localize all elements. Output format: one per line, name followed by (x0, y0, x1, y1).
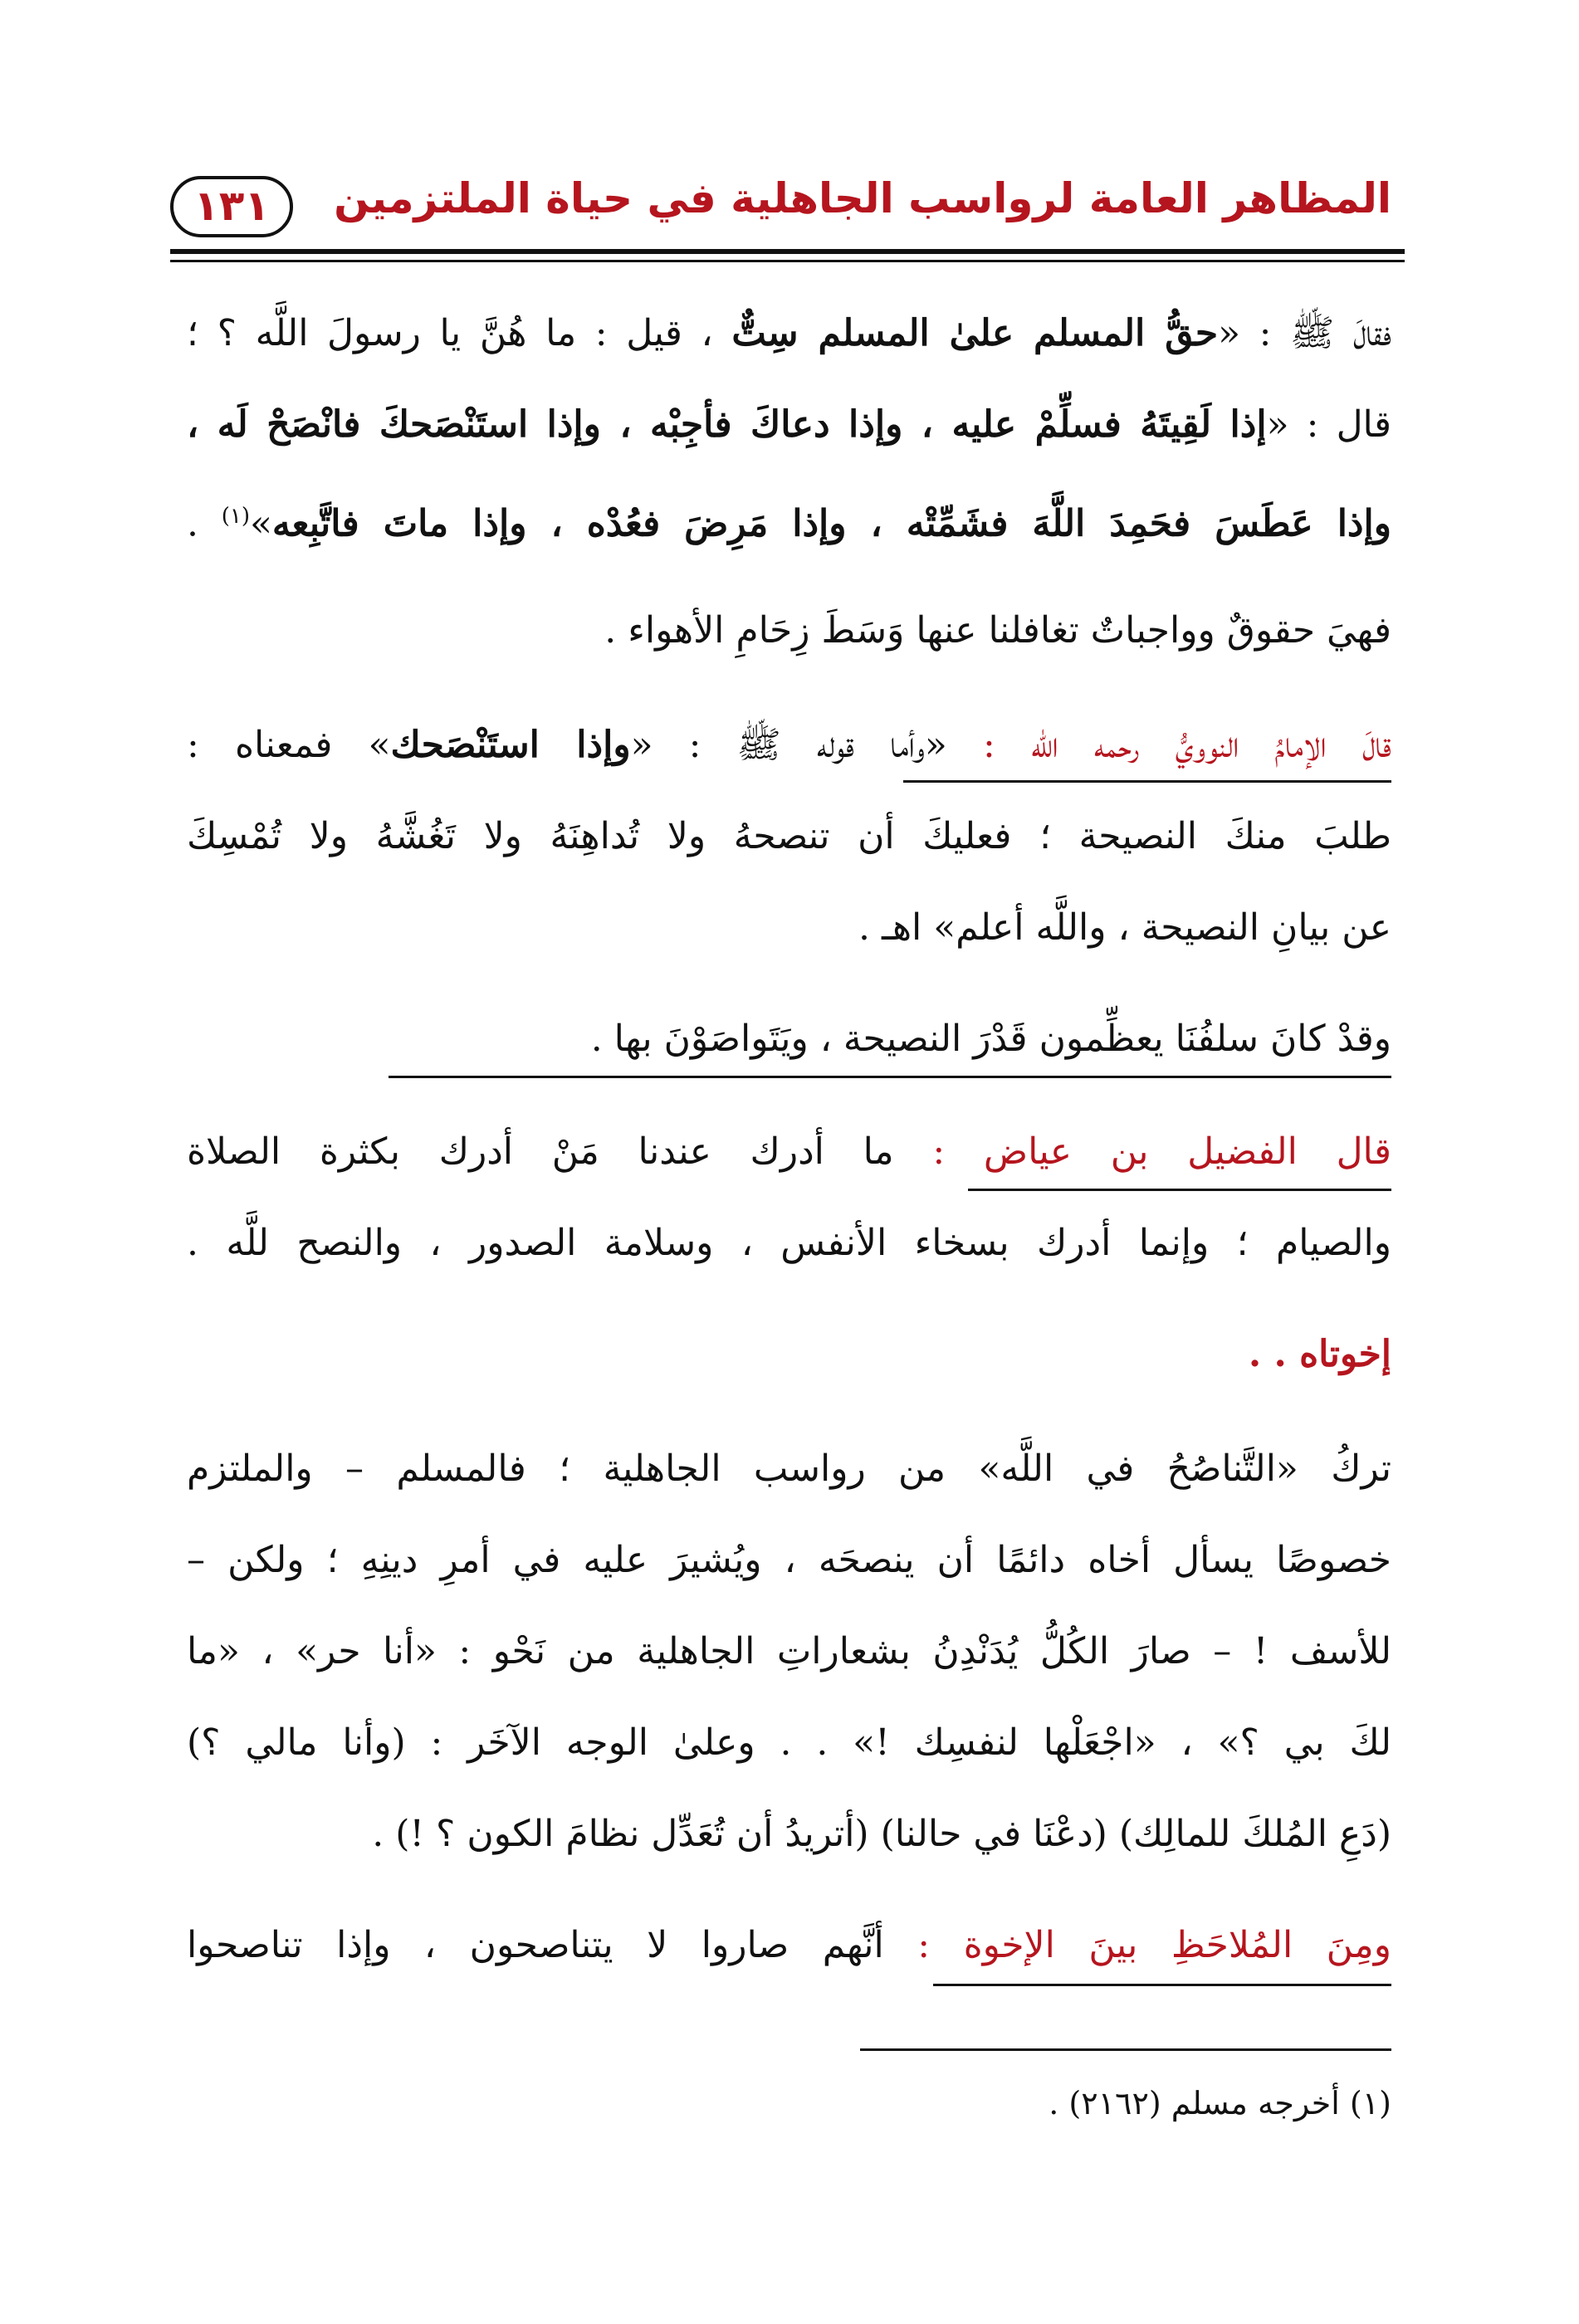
footnote: (١) أخرجه مسلم (٢١٦٢) . (1049, 2085, 1391, 2121)
para3-line-3: للأسف ! – صارَ الكُلُّ يُدَنْدِنُ بشعاراتِ الجاهلية من نَحْو : «أنا حر» ، «ما (187, 1630, 1391, 1672)
paragraph-salaf-underline (389, 1076, 1391, 1078)
para3-line-4: لكَ بي ؟» ، «اجْعَلْها لنفسِك !» . . وعلىٰ الوجه الآخَر : (وأنا مالي ؟) (187, 1721, 1391, 1764)
paragraph-rights: فهيَ حقوقٌ وواجباتٌ تغافلنا عنها وَسَطَ زِحَامِ الأهواء . (604, 609, 1391, 652)
hadith-quote-1: حقُّ المسلم علىٰ المسلم سِتٌّ (731, 312, 1219, 354)
paragraph-salaf: وقدْ كانَ سلفُنَا يعظِّمون قَدْرَ النصيحة ، ويَتَواصَوْنَ بها . (590, 1018, 1391, 1060)
last-text: أنَّهم صاروا لا يتناصحون ، وإذا تناصحوا (187, 1924, 884, 1966)
nawawi-quote-bold: وإذا استَنْصَحك (390, 724, 631, 766)
hadith-quote-3: وإذا عَطَسَ فحَمِدَ اللَّهَ فشَمِّتْه ، وإذا مَرِضَ فعُدْه ، وإذا ماتَ فاتَّبِعه (271, 502, 1391, 545)
para3-line-1: تركُ «التَّناصُحُ في اللَّه» من رواسب الجاهلية ؛ فالمسلم – والملتزم (187, 1448, 1391, 1490)
hadith-intro: فقالَ ﷺ : « (1218, 312, 1392, 354)
footnote-marker: (١) (221, 504, 250, 529)
hadith-end: . (187, 502, 222, 545)
fudail-quote-1: ما أدرك عندنا مَنْ أدرك بكثرة الصلاة (187, 1130, 894, 1173)
footnote-rule (860, 2048, 1391, 2051)
hadith-quote-2: إذا لَقِيتَهُ فسلِّمْ عليه ، وإذا دعاكَ فأجِبْه ، وإذا استَنْصَحكَ فانْصَحْ لَه ، (187, 403, 1267, 446)
nawawi-meaning: » فمعناه : (187, 724, 391, 766)
fudail-line-1 (187, 1127, 1391, 1177)
last-line (187, 1921, 1391, 1970)
section-heading: إخوتاه . . (1248, 1333, 1391, 1375)
header-rule-thick (170, 249, 1405, 254)
nawawi-label-underline (903, 780, 1391, 783)
hadith-answer-intro: قال : « (1266, 403, 1391, 446)
running-header-title: المظاهر العامة لرواسب الجاهلية في حياة الملتزمين (334, 174, 1391, 222)
nawawi-label: قالَ الإمامُ النوويُّ رحمه الله : (983, 724, 1391, 766)
nawawi-line-2: طلبَ منكَ النصيحة ؛ فعليكَ أن تنصحهُ ولا تُداهِنَهُ ولا تَغُشَّهُ ولا تُمْسِكَ (187, 815, 1391, 857)
hadith-line-1 (187, 309, 1391, 359)
fudail-line-2: والصيام ؛ وإنما أدرك بسخاء الأنفس ، وسلامة الصدور ، والنصح للَّه . (187, 1222, 1391, 1264)
last-label-underline (933, 1984, 1391, 1986)
hadith-question: ، قيل : ما هُنَّ يا رسولَ اللَّه ؟ ؛ (187, 312, 713, 354)
nawawi-line-3: عن بيانِ النصيحة ، واللَّه أعلم» اهـ . (858, 906, 1391, 949)
fudail-label: قال الفضيل بن عياض : (932, 1130, 1391, 1173)
page-number-badge: ١٣١ (170, 176, 293, 237)
header-rule-thin (170, 260, 1405, 262)
fudail-label-underline (968, 1189, 1391, 1191)
nawawi-line-1 (187, 720, 1391, 770)
para3-line-5: (دَعِ المُلكَ للمالِك) (دعْنَا في حالنا) (أتريدُ أن تُعَدِّل نظامَ الكون ؟ !) . (372, 1813, 1391, 1855)
para3-line-2: خصوصًا يسأل أخاه دائمًا أن ينصحَه ، ويُشيرَ عليه في أمرِ دينِهِ ؛ ولكن – (187, 1539, 1391, 1581)
last-label: ومِنَ المُلاحَظِ بينَ الإخوة : (917, 1924, 1391, 1966)
hadith-close-quote: » (249, 502, 272, 545)
nawawi-quote-open: «وأما قوله ﷺ : « (630, 724, 947, 766)
hadith-line-3 (187, 491, 1391, 549)
hadith-line-2 (187, 400, 1391, 450)
